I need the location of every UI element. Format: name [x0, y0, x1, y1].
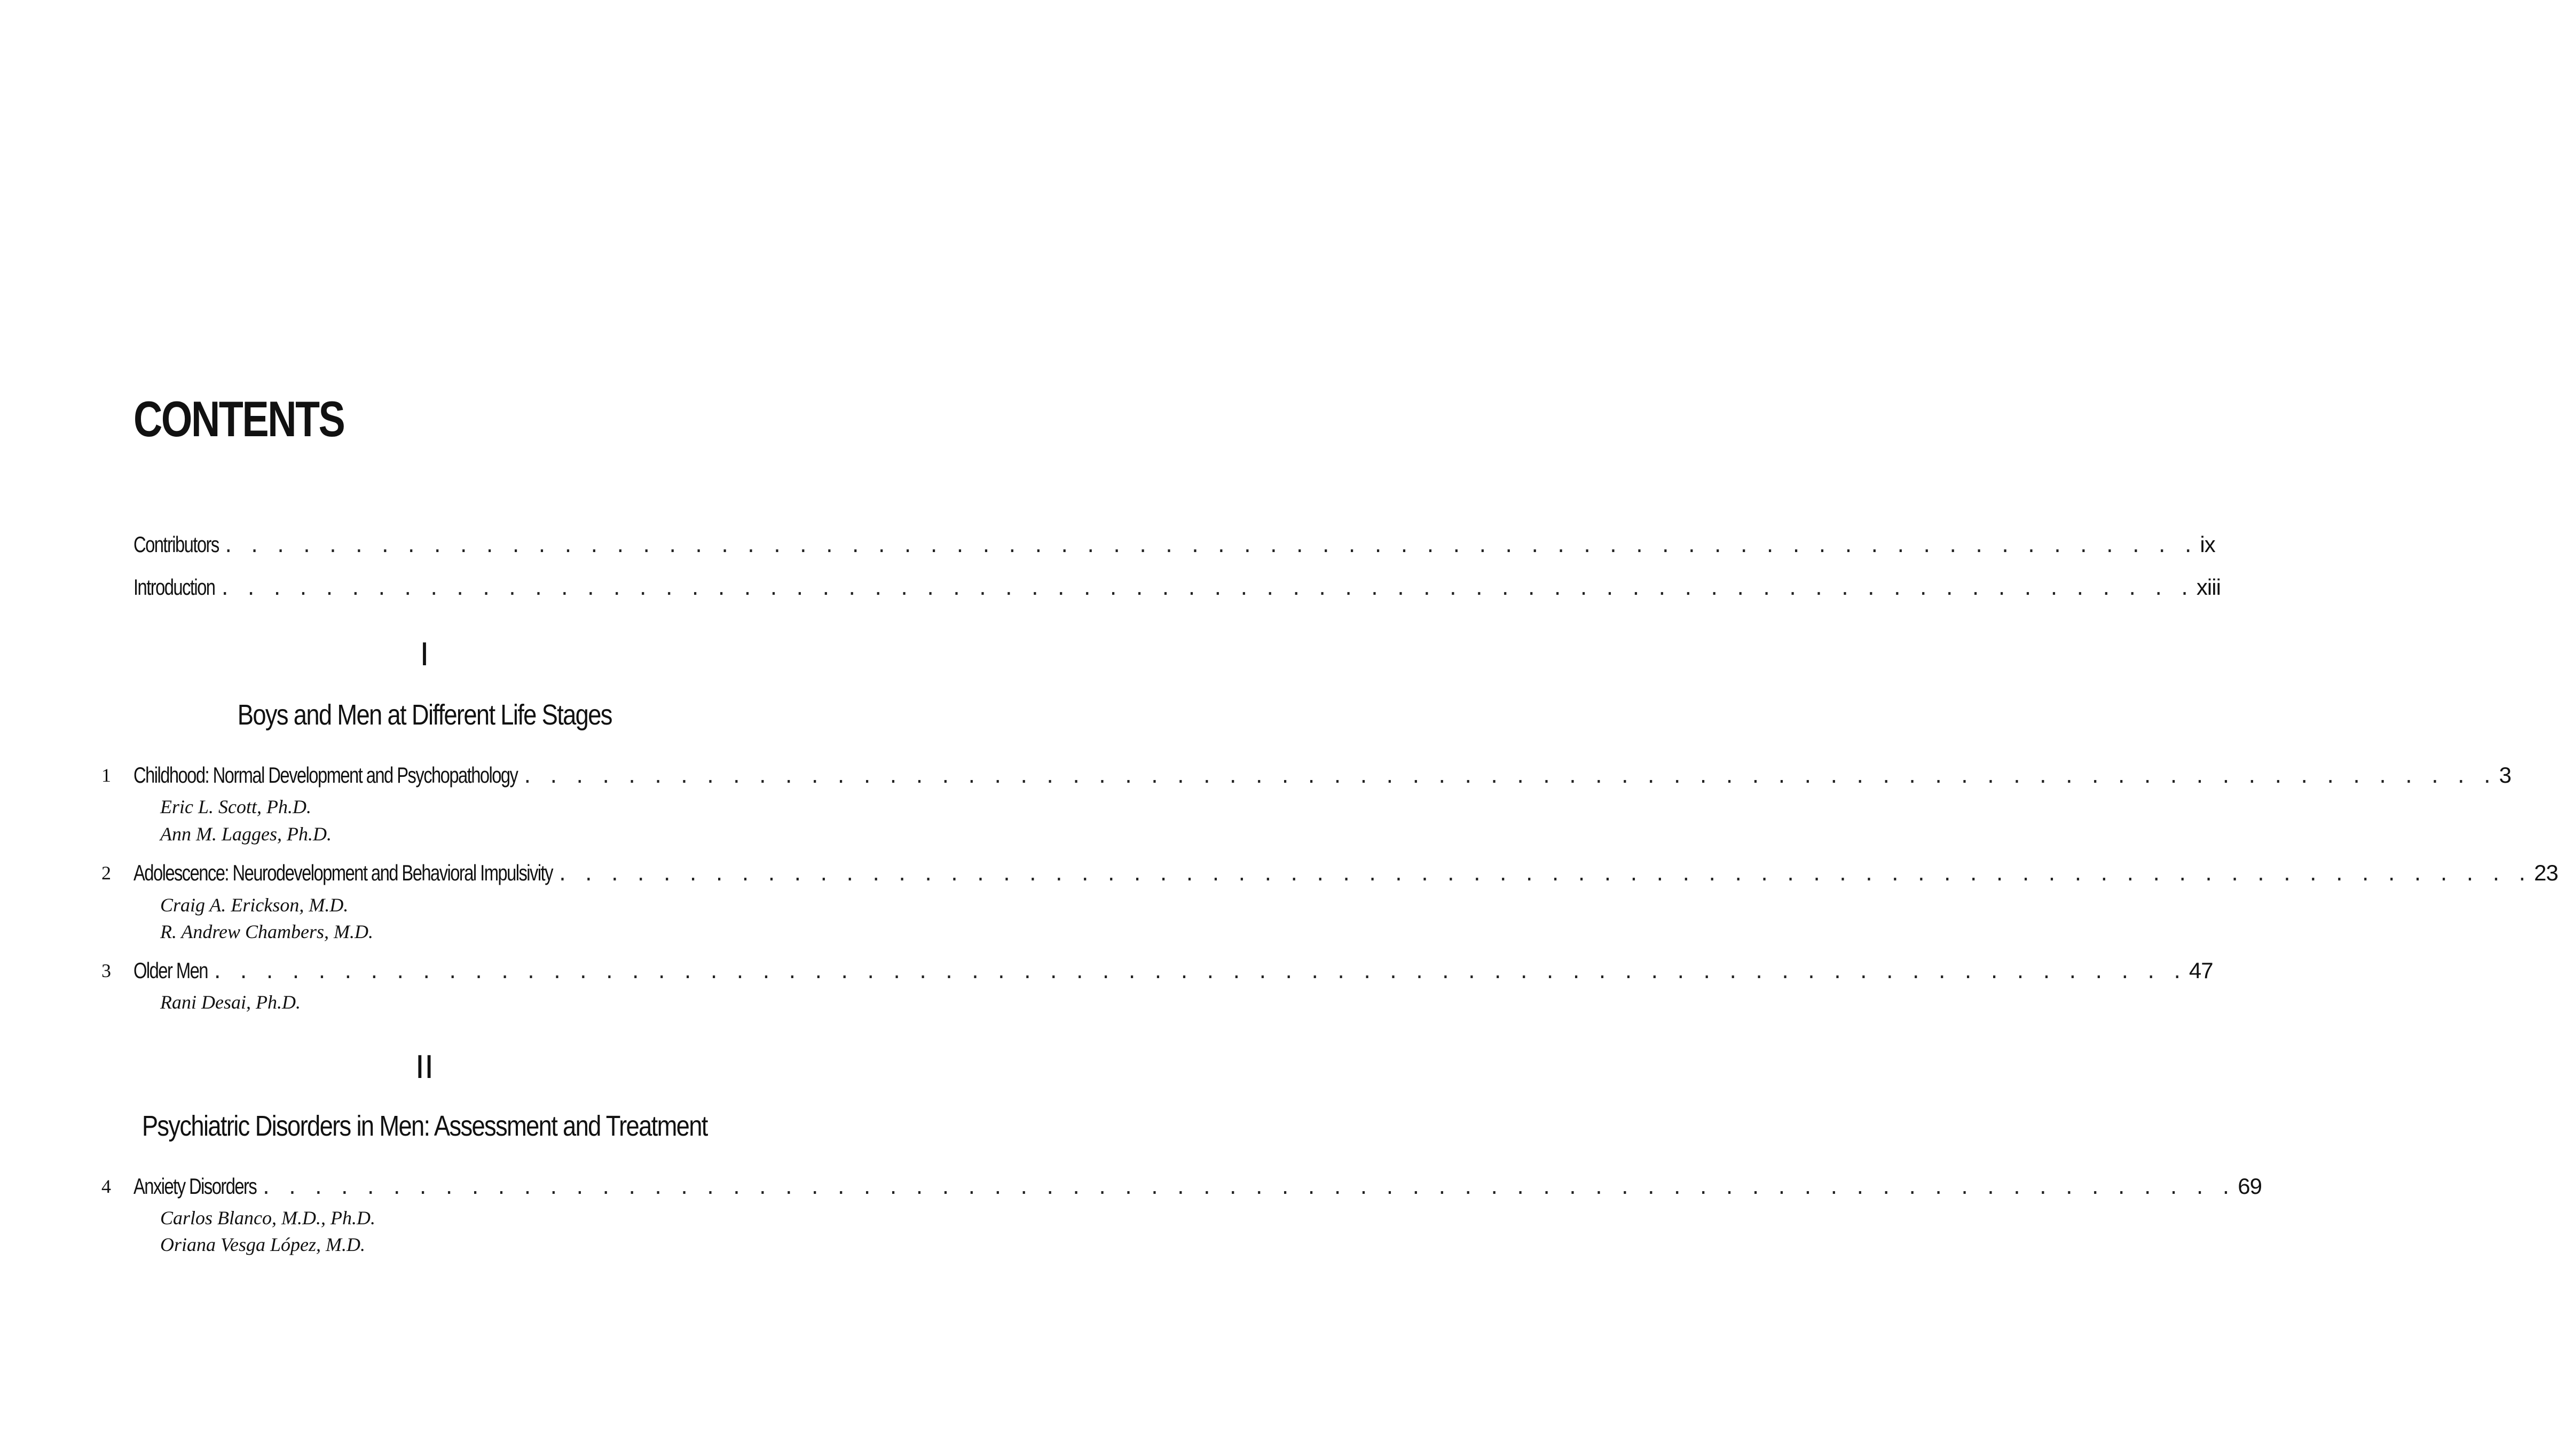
chapter-title: Anxiety Disorders — [133, 1174, 257, 1199]
chapter-title: Older Men — [133, 958, 208, 983]
part-title — [0, 1112, 849, 1140]
toc-entry-chapter-3[interactable] — [133, 955, 2213, 987]
toc-entry-chapter-4[interactable] — [133, 1170, 2262, 1202]
chapter-author: Carlos Blanco, M.D., Ph.D. — [160, 1207, 375, 1229]
chapter-number: 3 — [101, 960, 111, 981]
toc-entry-label: Introduction — [133, 574, 215, 600]
part-numeral: I — [420, 636, 429, 673]
chapter-number: 4 — [101, 1176, 111, 1197]
leader-dots: . . . . . . . . . . . . . . . . . . . . . . . . . . . . . . . . . . . . . . . . . . . . . . . . . . . . . . . . . . . . . . . . . . . . . . . . . . . . — [557, 864, 2530, 885]
toc-entry-chapter-1[interactable] — [133, 759, 2511, 791]
chapter-author: R. Andrew Chambers, M.D. — [160, 921, 373, 942]
part-title-text: Psychiatric Disorders in Men: Assessment and Treatment — [141, 1110, 707, 1142]
toc-entry-contributors[interactable] — [133, 529, 2215, 561]
leader-dots: . . . . . . . . . . . . . . . . . . . . . . . . . . . . . . . . . . . . . . . . . . . . . . . . . . . . . . . . . . . . . . . . . . . . . . . . . . . . — [219, 578, 2192, 600]
toc-entry-page: xiii — [2196, 574, 2221, 600]
leader-dots: . . . . . . . . . . . . . . . . . . . . . . . . . . . . . . . . . . . . . . . . . . . . . . . . . . . . . . . . . . . . . . . . . . . . . . . . . . . . — [223, 536, 2196, 557]
leader-dots: . . . . . . . . . . . . . . . . . . . . . . . . . . . . . . . . . . . . . . . . . . . . . . . . . . . . . . . . . . . . . . . . . . . . . . . . . . . . — [261, 1177, 2234, 1199]
part-title — [0, 701, 849, 729]
chapter-author: Eric L. Scott, Ph.D. — [160, 796, 311, 817]
chapter-title: Adolescence: Neurodevelopment and Behavioral Impulsivity — [133, 860, 553, 885]
toc-entry-page: ix — [2200, 532, 2215, 557]
chapter-author: Oriana Vesga López, M.D. — [160, 1234, 365, 1255]
chapter-page: 3 — [2499, 762, 2511, 788]
chapter-number: 2 — [101, 862, 111, 884]
chapter-author: Ann M. Lagges, Ph.D. — [160, 823, 332, 845]
toc-entry-label: Contributors — [133, 532, 219, 557]
leader-dots: . . . . . . . . . . . . . . . . . . . . . . . . . . . . . . . . . . . . . . . . . . . . . . . . . . . . . . . . . . . . . . . . . . . . . . . . . . . . — [522, 766, 2495, 788]
chapter-page: 69 — [2238, 1174, 2262, 1199]
part-numeral: II — [415, 1049, 434, 1085]
chapter-title: Childhood: Normal Development and Psychopathology — [133, 762, 518, 788]
page-title: CONTENTS — [133, 391, 344, 447]
chapter-number: 1 — [101, 765, 111, 786]
leader-dots: . . . . . . . . . . . . . . . . . . . . . . . . . . . . . . . . . . . . . . . . . . . . . . . . . . . . . . . . . . . . . . . . . . . . . . . . . . . . — [211, 962, 2185, 983]
chapter-page: 47 — [2189, 958, 2213, 983]
chapter-page: 23 — [2534, 860, 2558, 885]
chapter-author: Rani Desai, Ph.D. — [160, 991, 301, 1013]
toc-entry-introduction[interactable] — [133, 571, 2221, 603]
chapter-author: Craig A. Erickson, M.D. — [160, 894, 349, 916]
part-title-text: Boys and Men at Different Life Stages — [237, 699, 612, 731]
toc-entry-chapter-2[interactable] — [133, 857, 2558, 889]
